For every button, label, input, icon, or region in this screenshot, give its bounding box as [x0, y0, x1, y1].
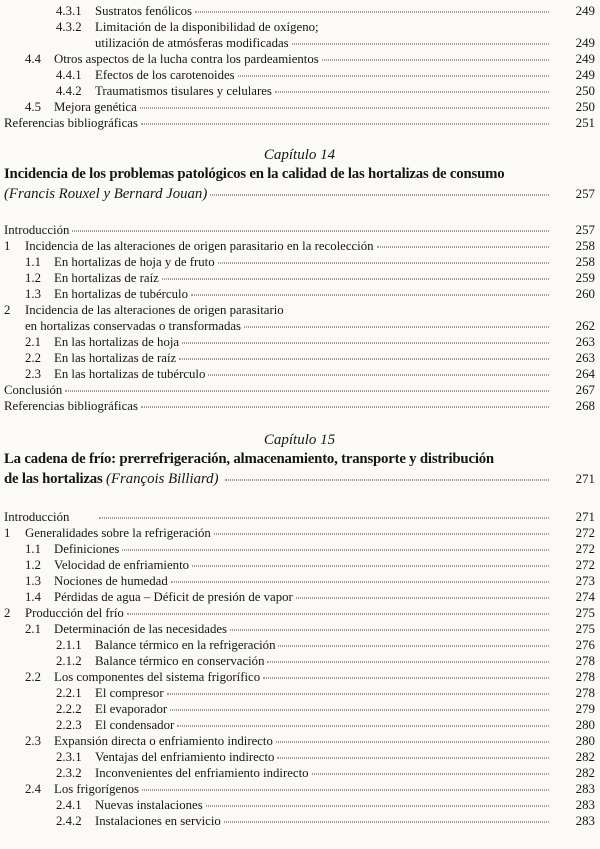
entry-number: 2.4.2 — [56, 814, 82, 828]
entry-number: 2.2 — [25, 351, 41, 365]
toc-entry — [4, 398, 595, 414]
entry-title: En hortalizas de raíz — [54, 271, 159, 285]
toc-entry — [4, 653, 595, 669]
toc-entry — [4, 83, 595, 99]
dot-leader — [230, 630, 549, 631]
entry-number: 2.2 — [25, 670, 41, 684]
toc-entry — [4, 67, 595, 83]
toc-entry — [4, 19, 595, 35]
entry-number: 1.3 — [25, 287, 41, 301]
entry-title: Referencias bibliográficas — [4, 116, 138, 130]
entry-page-number: 257 — [575, 223, 595, 237]
entry-number: 2.1 — [25, 335, 41, 349]
entry-number: 4.3.1 — [56, 4, 82, 18]
entry-page-number: 267 — [575, 383, 595, 397]
dot-leader — [238, 76, 549, 77]
entry-page-number: 283 — [575, 814, 595, 828]
toc-entry — [4, 525, 595, 541]
dot-leader — [275, 92, 549, 93]
entry-page-number: 274 — [575, 590, 595, 604]
entry-number: 1.2 — [25, 558, 41, 572]
dot-leader — [167, 694, 549, 695]
dot-leader — [225, 479, 549, 480]
entry-title: Pérdidas de agua – Déficit de presión de vapor — [54, 590, 293, 604]
dot-leader — [127, 614, 549, 615]
entry-title: En las hortalizas de hoja — [54, 335, 180, 349]
entry-number: 2.4.1 — [56, 798, 82, 812]
entry-page-number: 272 — [575, 558, 595, 572]
entry-page-number: 278 — [575, 686, 595, 700]
entry-number: 1.4 — [25, 590, 41, 604]
entry-page-number: 250 — [575, 100, 595, 114]
entry-title: Mejora genética — [54, 100, 137, 114]
entry-title: El compresor — [95, 686, 164, 700]
entry-number: 1.2 — [25, 271, 41, 285]
dot-leader — [140, 108, 549, 109]
entry-title: Conclusión — [4, 383, 63, 397]
toc-entry — [4, 541, 595, 557]
entry-title: Traumatismos tisulares y celulares — [95, 84, 272, 98]
toc-entry — [4, 621, 595, 637]
toc-entry — [4, 781, 595, 797]
dot-leader — [214, 534, 549, 535]
entry-title: Producción del frío — [25, 606, 124, 620]
toc-entry — [4, 35, 595, 51]
entry-page-number: 282 — [575, 766, 595, 780]
entry-number: 2.2.2 — [56, 702, 82, 716]
entry-page-number: 258 — [575, 239, 595, 253]
toc-entry — [4, 557, 595, 573]
previous-chapter-tail — [4, 3, 595, 131]
dot-leader — [192, 566, 549, 567]
entry-title: Velocidad de enfriamiento — [54, 558, 190, 572]
entry-page-number: 262 — [575, 319, 595, 333]
dot-leader — [277, 758, 549, 759]
entry-number: 1.1 — [25, 542, 41, 556]
entry-title: Instalaciones en servicio — [95, 814, 221, 828]
dot-leader — [224, 822, 549, 823]
dot-leader — [141, 407, 549, 408]
entry-page-number: 260 — [575, 287, 595, 301]
entry-title: El condensador — [95, 718, 175, 732]
toc-entry — [4, 509, 595, 525]
entry-title: El evaporador — [95, 702, 168, 716]
entry-title: Los frigorígenos — [54, 782, 139, 796]
toc-entry — [4, 51, 595, 67]
entry-page-number: 283 — [575, 782, 595, 796]
entry-title: Sustratos fenólicos — [95, 4, 193, 18]
entry-page-number: 280 — [575, 718, 595, 732]
entry-page-number: 259 — [575, 271, 595, 285]
entry-page-number: 272 — [575, 526, 595, 540]
entry-number: 4.4.2 — [56, 84, 82, 98]
entry-title: Nociones de humedad — [54, 574, 168, 588]
dot-leader — [142, 790, 549, 791]
entry-page-number: 275 — [575, 622, 595, 636]
toc-entry — [4, 302, 595, 318]
dot-leader — [296, 598, 549, 599]
toc-entry — [4, 318, 595, 334]
entry-title: en hortalizas conservadas o transformadas — [25, 319, 242, 333]
chapter-title-continuation: de las hortalizas — [4, 470, 107, 487]
entry-title: Introducción — [4, 223, 70, 237]
toc-entry — [4, 115, 595, 131]
toc-entry — [4, 669, 595, 685]
dot-leader — [206, 806, 549, 807]
entry-title: Introducción — [4, 510, 70, 524]
dot-leader — [263, 678, 549, 679]
toc-entry — [4, 637, 595, 653]
entry-number: 2.3.2 — [56, 766, 82, 780]
entry-title: Determinación de las necesidades — [54, 622, 228, 636]
toc-entry — [4, 717, 595, 733]
chapter-15-contents — [4, 509, 595, 829]
toc-entry — [4, 813, 595, 829]
toc-content — [4, 3, 595, 829]
dot-leader — [99, 518, 549, 519]
entry-title: En las hortalizas de raíz — [54, 351, 177, 365]
chapter-title: La cadena de frío: prerrefrigeración, almacenamiento, transporte y distribución — [4, 451, 494, 467]
entry-title: Incidencia de las alteraciones de origen parasitario en la recolección — [25, 239, 374, 253]
toc-entry — [4, 765, 595, 781]
entry-number: 2.3 — [25, 734, 41, 748]
toc-entry — [4, 605, 595, 621]
entry-number: 2.1.1 — [56, 638, 82, 652]
dot-leader — [122, 550, 549, 551]
entry-title: Incidencia de las alteraciones de origen parasitario — [25, 303, 284, 317]
entry-title: Limitación de la disponibilidad de oxígeno; — [95, 20, 319, 34]
toc-entry — [4, 222, 595, 238]
entry-number: 1 — [4, 239, 11, 253]
entry-number: 2.3 — [25, 367, 41, 381]
entry-page-number: 278 — [575, 670, 595, 684]
entry-page-number: 275 — [575, 606, 595, 620]
chapter-byline — [4, 185, 595, 205]
dot-leader — [210, 194, 549, 195]
entry-number: 2 — [4, 303, 11, 317]
entry-page-number: 273 — [575, 574, 595, 588]
entry-number: 4.3.2 — [56, 20, 82, 34]
chapter-heading — [4, 430, 595, 489]
entry-number: 2.1 — [25, 622, 41, 636]
entry-title: Balance térmico en conservación — [95, 654, 265, 668]
entry-number: 1.1 — [25, 255, 41, 269]
chapter-page-number: 257 — [575, 186, 595, 201]
entry-title: Referencias bibliográficas — [4, 399, 138, 413]
dot-leader — [191, 295, 549, 296]
entry-page-number: 251 — [575, 116, 595, 130]
dot-leader — [171, 582, 549, 583]
entry-title: En las hortalizas de tubérculo — [54, 367, 206, 381]
toc-entry — [4, 286, 595, 302]
entry-page-number: 263 — [575, 351, 595, 365]
entry-page-number: 279 — [575, 702, 595, 716]
dot-leader — [218, 263, 549, 264]
chapter-authors: (François Billiard) — [106, 470, 223, 487]
dot-leader — [244, 327, 549, 328]
toc-entry — [4, 270, 595, 286]
entry-title: Definiciones — [54, 542, 120, 556]
dot-leader — [72, 231, 549, 232]
entry-number: 4.4.1 — [56, 68, 82, 82]
entry-number: 2.4 — [25, 782, 41, 796]
toc-entry — [4, 99, 595, 115]
toc-entry — [4, 366, 595, 382]
dot-leader — [170, 710, 549, 711]
toc-entry — [4, 701, 595, 717]
entry-page-number: 283 — [575, 798, 595, 812]
chapter-page-number: 271 — [575, 471, 595, 486]
entry-title: Generalidades sobre la refrigeración — [25, 526, 211, 540]
toc-entry — [4, 350, 595, 366]
toc-entry — [4, 685, 595, 701]
dot-leader — [267, 662, 549, 663]
dot-leader — [179, 359, 549, 360]
toc-entry — [4, 382, 595, 398]
dot-leader — [177, 726, 549, 727]
dot-leader — [312, 774, 549, 775]
entry-title: Efectos de los carotenoides — [95, 68, 235, 82]
dot-leader — [65, 391, 549, 392]
entry-page-number: 250 — [575, 84, 595, 98]
dot-leader — [195, 12, 549, 13]
entry-page-number: 280 — [575, 734, 595, 748]
entry-number: 2 — [4, 606, 11, 620]
entry-page-number: 282 — [575, 750, 595, 764]
entry-title: Balance térmico en la refrigeración — [95, 638, 276, 652]
chapter-label: Capítulo 14 — [263, 147, 336, 163]
dot-leader — [208, 375, 549, 376]
entry-number: 2.2.1 — [56, 686, 82, 700]
dot-leader — [182, 343, 549, 344]
entry-title: Ventajas del enfriamiento indirecto — [95, 750, 275, 764]
chapter-heading — [4, 145, 595, 204]
chapter-byline — [4, 470, 595, 490]
entry-page-number: 249 — [575, 36, 595, 50]
entry-number: 1 — [4, 526, 11, 540]
entry-page-number: 271 — [575, 510, 595, 524]
entry-number: 2.1.2 — [56, 654, 82, 668]
dot-leader — [141, 124, 549, 125]
chapter-14-contents — [4, 222, 595, 414]
toc-entry — [4, 589, 595, 605]
entry-title: Otros aspectos de la lucha contra los pardeamientos — [54, 52, 319, 66]
toc-entry — [4, 797, 595, 813]
entry-title: En hortalizas de tubérculo — [54, 287, 188, 301]
entry-page-number: 249 — [575, 68, 595, 82]
entry-page-number: 249 — [575, 52, 595, 66]
entry-number: 1.3 — [25, 574, 41, 588]
entry-title: Expansión directa o enfriamiento indirecto — [54, 734, 273, 748]
entry-page-number: 258 — [575, 255, 595, 269]
toc-entry — [4, 254, 595, 270]
entry-page-number: 268 — [575, 399, 595, 413]
toc-entry — [4, 573, 595, 589]
entry-page-number: 276 — [575, 638, 595, 652]
entry-number: 2.3.1 — [56, 750, 82, 764]
entry-number: 4.4 — [25, 52, 41, 66]
entry-page-number: 272 — [575, 542, 595, 556]
dot-leader — [292, 44, 549, 45]
entry-title: Inconvenientes del enfriamiento indirecto — [95, 766, 309, 780]
toc-entry — [4, 238, 595, 254]
entry-page-number: 278 — [575, 654, 595, 668]
entry-title: utilización de atmósferas modificadas — [95, 36, 289, 50]
entry-page-number: 263 — [575, 335, 595, 349]
toc-entry — [4, 733, 595, 749]
entry-title: En hortalizas de hoja y de fruto — [54, 255, 215, 269]
chapter-authors: (Francis Rouxel y Bernard Jouan) — [4, 185, 208, 202]
entry-number: 4.5 — [25, 100, 41, 114]
dot-leader — [377, 247, 549, 248]
entry-title: Nuevas instalaciones — [95, 798, 203, 812]
chapter-label: Capítulo 15 — [263, 432, 336, 448]
dot-leader — [278, 646, 549, 647]
entry-page-number: 264 — [575, 367, 595, 381]
toc-entry — [4, 334, 595, 350]
entry-number: 2.2.3 — [56, 718, 82, 732]
toc-entry — [4, 3, 595, 19]
chapter-title: Incidencia de los problemas patológicos en la calidad de las hortalizas de consumo — [4, 166, 505, 182]
dot-leader — [276, 742, 549, 743]
entry-page-number: 249 — [575, 4, 595, 18]
dot-leader — [322, 60, 549, 61]
entry-title: Los componentes del sistema frigorífico — [54, 670, 261, 684]
toc-entry — [4, 749, 595, 765]
dot-leader — [162, 279, 549, 280]
